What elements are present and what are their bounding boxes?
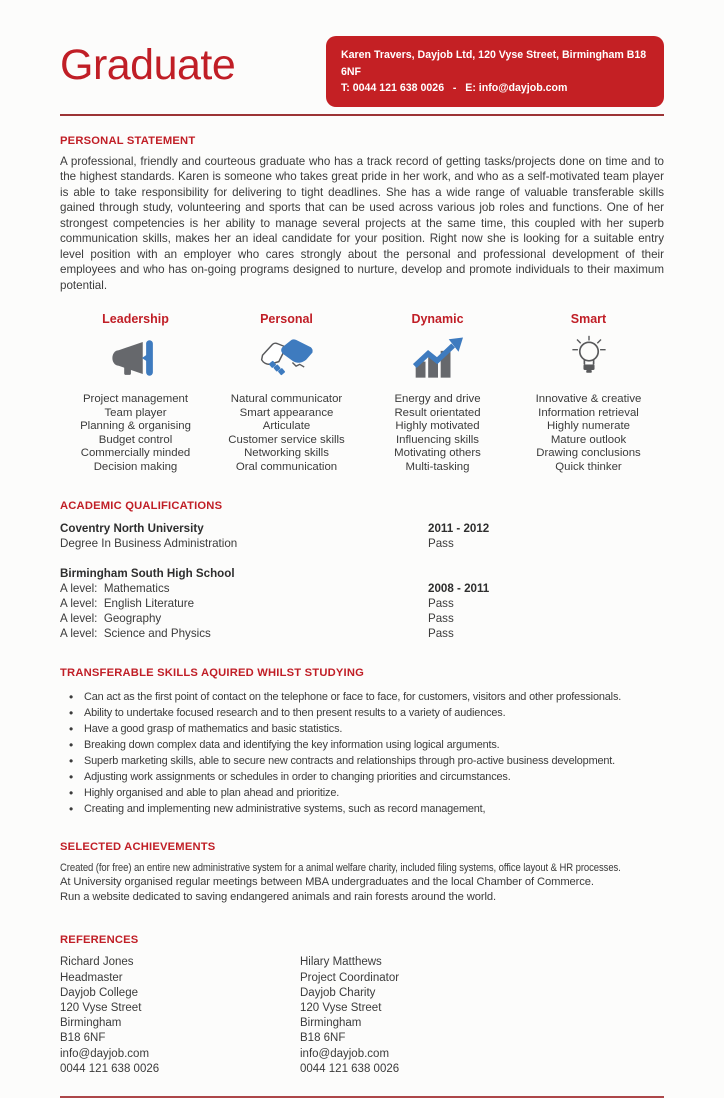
skills-column-dynamic	[362, 312, 513, 475]
reference-street: 120 Vyse Street	[300, 1001, 382, 1014]
skill-item: Articulate	[262, 420, 311, 433]
skill-item: Mature outlook	[550, 433, 627, 446]
list-item: • Highly organised and able to plan ahead and prioritize.	[60, 785, 664, 801]
references-columns	[60, 955, 664, 1077]
skill-item: Budget control	[98, 433, 173, 446]
header-divider	[60, 114, 664, 116]
growth-chart-icon	[362, 332, 513, 384]
skill-item: Smart appearance	[239, 406, 334, 419]
reference-email: info@dayjob.com	[300, 1047, 390, 1060]
institution-name: Birmingham South High School	[60, 566, 235, 580]
qualification-grade: Pass	[428, 611, 454, 625]
section-heading-academic: ACADEMIC QUALIFICATIONS	[60, 499, 223, 512]
reference-email: info@dayjob.com	[60, 1047, 150, 1060]
column-title: Leadership	[102, 312, 169, 326]
reference-org: Dayjob Charity	[300, 986, 376, 999]
institution-name: Coventry North University	[60, 521, 204, 535]
personal-statement-text: A professional, friendly and courteous graduate who has a track record of getting tasks/projects done on time and to the highest standards. Karen is someone who takes great pride in her work, and who as a self-motivated team player is able to take responsibility for delivering to tight deadlines. She has a wide range of valuable transferable skills gained through study, volunteering and sports that can be used across various job roles and functions. One of her strongest competencies is her ability to manage several projects at the same time, this coupled with her superb communication skills, makes her an ideal candidate for your position. Right now she is looking for a suitable entry level position with an employer who cares strongly about the personal and professional development of their employees and who has on-going programs designed to nurture, develop and promote individuals to their maximum potential.	[60, 154, 664, 292]
skill-item: Multi-tasking	[405, 460, 470, 473]
handshake-icon	[211, 332, 362, 384]
list-item: • Can act as the first point of contact on the telephone or face to face, for customers, visitors and other professionals.	[60, 689, 664, 705]
qualification-grade: Pass	[428, 626, 454, 640]
date-range: 2008 - 2011	[428, 581, 490, 595]
section-heading-references: REFERENCES	[60, 934, 139, 947]
table-row	[60, 521, 664, 536]
reference-role: Headmaster	[60, 971, 123, 984]
skills-column-smart	[513, 312, 664, 475]
list-item: • Have a good grasp of mathematics and basic statistics.	[60, 721, 664, 737]
section-heading-transferable-skills: TRANSFERABLE SKILLS AQUIRED WHILST STUDYING	[60, 666, 365, 679]
skills-column-personal	[211, 312, 362, 475]
document-header	[60, 36, 664, 107]
skill-item: Natural communicator	[230, 393, 343, 405]
academic-table	[60, 521, 664, 641]
table-row	[60, 626, 664, 641]
skills-matrix	[60, 312, 664, 475]
skills-list	[211, 393, 362, 475]
reference-role: Project Coordinator	[300, 971, 400, 984]
skill-item: Networking skills	[244, 447, 329, 460]
list-item: • Creating and implementing new administrative systems, such as record management,	[60, 801, 664, 817]
table-row	[60, 596, 664, 611]
skill-item: Decision making	[93, 460, 178, 473]
reference-org: Dayjob College	[60, 986, 138, 999]
date-range: 2011 - 2012	[428, 521, 490, 535]
table-row	[60, 566, 664, 581]
table-row	[60, 611, 664, 626]
list-item: • Breaking down complex data and identifying the key information using logical arguments.	[60, 737, 664, 753]
qualification-name: A level: Mathematics	[60, 581, 170, 595]
skill-item: Result orientated	[394, 406, 481, 419]
reference-postcode: B18 6NF	[60, 1032, 106, 1045]
achievements-text	[60, 861, 664, 905]
reference-name: Hilary Matthews	[300, 956, 382, 969]
skill-item: Oral communication	[235, 460, 338, 473]
list-item: • Adjusting work assignments or schedules in order to changing priorities and circumstances.	[60, 769, 664, 785]
skill-item: Commercially minded	[80, 447, 191, 460]
list-item: • Ability to undertake focused research and to then present results to a variety of audiences.	[60, 705, 664, 721]
transferable-skills-list	[60, 689, 664, 817]
skill-item: Innovative & creative	[535, 393, 642, 405]
qualification-grade: Pass	[428, 596, 454, 610]
reference-phone: 0044 121 638 0026	[300, 1062, 400, 1075]
section-heading-achievements: SELECTED ACHIEVEMENTS	[60, 840, 216, 853]
column-title: Personal	[260, 312, 313, 326]
achievement-line: Run a website dedicated to saving endangered animals and rain forests around the world.	[60, 890, 496, 903]
skill-item: Influencing skills	[396, 433, 479, 446]
achievement-line: At University organised regular meetings between MBA undergraduates and the local Chamber of Commerce.	[60, 876, 594, 889]
qualification-name: A level: English Literature	[60, 596, 195, 610]
skills-list	[60, 393, 211, 475]
page-title: Graduate	[60, 41, 236, 89]
contact-address: Karen Travers, Dayjob Ltd, 120 Vyse Street, Birmingham B18 6NF	[341, 49, 650, 78]
skill-item: Drawing conclusions	[536, 447, 641, 460]
column-title: Dynamic	[411, 312, 464, 326]
spacer	[60, 551, 664, 566]
skills-list	[513, 393, 664, 475]
qualification-name: Degree In Business Administration	[60, 536, 238, 550]
skill-item: Highly motivated	[395, 420, 480, 433]
qualification-name: A level: Geography	[60, 611, 162, 625]
achievement-line: Created (for free) an entire new administrative system for a animal welfare charity, included filing systems, office layout & HR processes.	[60, 861, 621, 874]
contact-phone-email: T: 0044 121 638 0026 - E: info@dayjob.com	[341, 82, 568, 94]
skill-item: Highly numerate	[547, 420, 630, 433]
table-row	[60, 581, 664, 596]
reference-street: 120 Vyse Street	[60, 1001, 142, 1014]
skill-item: Team player	[104, 406, 167, 419]
section-heading-personal-statement: PERSONAL STATEMENT	[60, 134, 196, 147]
qualification-name: A level: Science and Physics	[60, 626, 211, 640]
skill-item: Motivating others	[394, 447, 481, 460]
skill-item: Energy and drive	[394, 393, 481, 405]
megaphone-icon	[60, 332, 211, 384]
skills-list	[362, 393, 513, 475]
list-item: • Superb marketing skills, able to secure new contracts and relationships through pro-active business development.	[60, 753, 664, 769]
reference-block	[300, 955, 540, 1077]
contact-banner	[326, 36, 664, 107]
table-row	[60, 536, 664, 551]
skill-item: Information retrieval	[538, 406, 639, 419]
reference-phone: 0044 121 638 0026	[60, 1062, 160, 1075]
reference-city: Birmingham	[300, 1017, 362, 1030]
skills-column-leadership	[60, 312, 211, 475]
column-title: Smart	[570, 312, 607, 326]
reference-city: Birmingham	[60, 1017, 122, 1030]
reference-postcode: B18 6NF	[300, 1032, 346, 1045]
reference-name: Richard Jones	[60, 956, 134, 969]
lightbulb-icon	[513, 332, 664, 384]
qualification-grade: Pass	[428, 536, 454, 550]
skill-item: Customer service skills	[228, 433, 345, 446]
reference-block	[60, 955, 300, 1077]
skill-item: Planning & organising	[80, 420, 191, 433]
skill-item: Quick thinker	[555, 460, 622, 473]
skill-item: Project management	[82, 393, 189, 405]
